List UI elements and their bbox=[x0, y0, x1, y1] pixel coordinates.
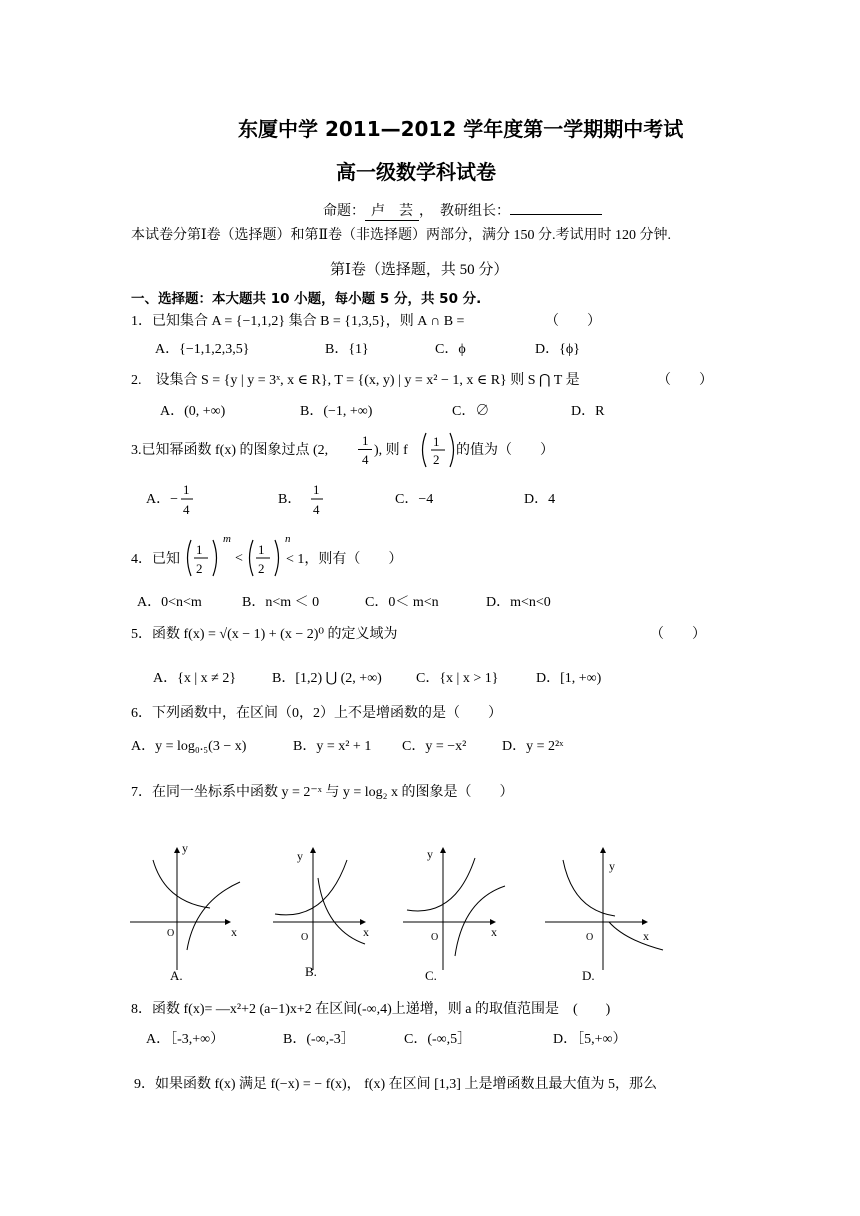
q2-stem: 2. 设集合 S = {y | y = 3ˣ, x ∈ R}, T = {(x, y) | y = x² − 1, x ∈ R} 则 S ⋂ T 是 bbox=[131, 373, 580, 388]
q5-option-d: D．[1, +∞) bbox=[536, 671, 602, 686]
q3-option-d: D．4 bbox=[524, 492, 556, 507]
q7-d-x-label: x bbox=[643, 929, 649, 943]
q3-stem-c: 的值为（ ） bbox=[456, 443, 554, 458]
q7-stem: 7．在同一坐标系中函数 y = 2⁻ˣ 与 y = log₂ x 的图象是（ ） bbox=[131, 785, 514, 800]
svg-text:1: 1 bbox=[196, 542, 203, 557]
q9-stem: 9．如果函数 f(x) 满足 f(−x) = − f(x)， f(x) 在区间 [1,3] 上是增函数且最大值为 5，那么 bbox=[134, 1077, 657, 1092]
q3-frac-den: 4 bbox=[362, 452, 369, 467]
q2-option-c: C．∅ bbox=[452, 404, 490, 419]
q4-mid: < bbox=[235, 551, 243, 566]
q7-graph-c bbox=[403, 847, 505, 983]
q7-c-y-label: y bbox=[427, 847, 433, 861]
q7-a-label: A. bbox=[170, 968, 183, 983]
q3-half-num: 1 bbox=[433, 434, 440, 449]
q8-option-d: D．［5,+∞） bbox=[553, 1032, 627, 1047]
q7-c-label: C. bbox=[425, 968, 437, 983]
svg-text:2: 2 bbox=[196, 561, 203, 576]
q3-half-den: 2 bbox=[433, 452, 440, 467]
q2-option-a: A．(0, +∞) bbox=[160, 404, 226, 419]
q2-option-d: D．R bbox=[571, 404, 605, 419]
author-label: 命题： bbox=[323, 204, 365, 219]
q2-option-b: B．(−1, +∞) bbox=[300, 404, 373, 419]
svg-text:1: 1 bbox=[313, 482, 320, 497]
q7-d-origin: O bbox=[586, 932, 594, 943]
q5-bracket: （ ） bbox=[650, 627, 706, 642]
q1-bracket: （ ） bbox=[545, 314, 601, 329]
q7-a-y-label: y bbox=[182, 841, 188, 855]
q4-option-a: A．0<n<m bbox=[137, 595, 202, 610]
reviewer-label: ， 教研组长： bbox=[419, 204, 510, 219]
q6-option-a: A．y = log₀.₅(3 − x) bbox=[131, 739, 247, 754]
q1-option-a: A．{−1,1,2,3,5} bbox=[155, 342, 250, 357]
svg-text:1: 1 bbox=[258, 542, 265, 557]
q7-b-label: B. bbox=[305, 964, 317, 979]
q3-option-a-frac bbox=[180, 480, 194, 520]
q3-option-b-frac bbox=[310, 480, 324, 520]
q7-a-x-label: x bbox=[231, 925, 237, 939]
q4-option-c: C．0＜ m<n bbox=[365, 595, 439, 610]
q6-option-d: D．y = 2²ˣ bbox=[502, 739, 564, 754]
q7-c-origin: O bbox=[431, 932, 439, 943]
q3-stem-a: 3.已知幂函数 f(x) 的图象过点 (2, bbox=[131, 443, 329, 458]
svg-text:2: 2 bbox=[258, 561, 265, 576]
q7-graph-d bbox=[545, 848, 663, 983]
q3-frac-num: 1 bbox=[362, 433, 369, 448]
q6-stem: 6．下列函数中，在区间（0，2）上不是增函数的是（ ） bbox=[131, 706, 502, 721]
author-name: 卢 芸 bbox=[365, 205, 419, 221]
q8-option-c: C．(-∞,5］ bbox=[404, 1032, 472, 1047]
q7-b-x-label: x bbox=[363, 925, 369, 939]
q1-option-d: D．{ϕ} bbox=[535, 342, 580, 357]
svg-text:4: 4 bbox=[183, 502, 190, 517]
q4-option-d: D．m<n<0 bbox=[486, 595, 551, 610]
q3-frac-bar bbox=[358, 449, 372, 450]
author-line bbox=[323, 200, 602, 221]
q8-option-a: A．［-3,+∞） bbox=[146, 1032, 225, 1047]
q5-option-c: C．{x | x > 1} bbox=[416, 671, 499, 686]
q1-option-b: B．{1} bbox=[325, 342, 369, 357]
q3-stem-b: ), 则 f bbox=[374, 443, 408, 458]
q3-paren-half bbox=[418, 430, 458, 470]
q4-tail: < 1，则有（ ） bbox=[286, 552, 403, 567]
q7-graphs bbox=[125, 840, 685, 985]
q7-graph-a bbox=[130, 841, 240, 983]
q7-b-y-label: y bbox=[297, 849, 303, 863]
q5-stem: 5．函数 f(x) = √(x − 1) + (x − 2)⁰ 的定义域为 bbox=[131, 627, 398, 642]
q1-option-c: C．ϕ bbox=[435, 342, 466, 357]
section-title: 一、选择题：本大题共 10 小题，每小题 5 分，共 50 分. bbox=[131, 291, 482, 307]
q6-option-c: C．y = −x² bbox=[402, 739, 467, 754]
exam-subtitle: 高一级数学科试卷 bbox=[336, 160, 496, 184]
q7-b-origin: O bbox=[301, 932, 309, 943]
q3-option-b: B． bbox=[278, 492, 302, 507]
q4-option-b: B．n<m ＜ 0 bbox=[242, 595, 320, 610]
q8-stem: 8．函数 f(x)= —x²+2 (a−1)x+2 在区间(-∞,4)上递增，则 a 的取值范围是 ( ) bbox=[131, 1002, 611, 1017]
q4-stem: 4．已知 bbox=[131, 552, 180, 567]
q7-a-origin: O bbox=[167, 928, 175, 939]
reviewer-blank bbox=[510, 200, 602, 215]
q3-option-c: C．−4 bbox=[395, 492, 434, 507]
part-title: 第Ⅰ卷（选择题，共 50 分） bbox=[330, 262, 509, 278]
q7-d-label: D. bbox=[582, 968, 595, 983]
q7-d-y-label: y bbox=[609, 859, 615, 873]
svg-text:1: 1 bbox=[183, 482, 190, 497]
q5-option-b: B．[1,2) ⋃ (2, +∞) bbox=[272, 671, 382, 686]
q2-bracket: （ ） bbox=[657, 373, 713, 388]
svg-text:4: 4 bbox=[313, 502, 320, 517]
q4-exp-m: m bbox=[223, 533, 231, 545]
q7-graph-b bbox=[273, 848, 369, 979]
q4-exp-n: n bbox=[285, 533, 291, 545]
q5-option-a: A．{x | x ≠ 2} bbox=[153, 671, 237, 686]
intro-text: 本试卷分第Ⅰ卷（选择题）和第Ⅱ卷（非选择题）两部分，满分 150 分.考试用时 120 分钟. bbox=[131, 228, 672, 243]
q8-option-b: B．(-∞,-3］ bbox=[283, 1032, 355, 1047]
q3-option-a: A．− bbox=[146, 492, 179, 507]
q6-option-b: B．y = x² + 1 bbox=[293, 739, 372, 754]
exam-title: 东厦中学 2011—2012 学年度第一学期期中考试 bbox=[238, 117, 684, 141]
q1-stem: 1．已知集合 A = {−1,1,2} 集合 B = {1,3,5}，则 A ∩ B = bbox=[131, 314, 465, 329]
q7-c-x-label: x bbox=[491, 925, 497, 939]
